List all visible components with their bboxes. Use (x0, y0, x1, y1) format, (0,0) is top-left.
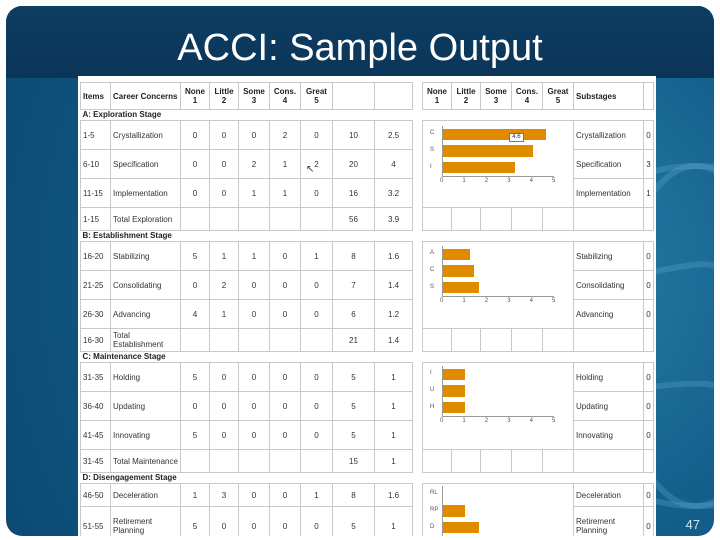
rating-cell: 0 (210, 179, 239, 208)
chart-x-axis (442, 296, 554, 297)
header-some: Some 3 (239, 83, 270, 110)
maintenance-bar-chart (430, 366, 558, 426)
table-row (81, 121, 413, 150)
concern-cell: Deceleration (111, 484, 181, 507)
rating-cell: 0 (301, 363, 333, 392)
rating-cell: 5 (181, 421, 210, 450)
rating-cell: 0 (239, 421, 270, 450)
total-cell: 16 (333, 179, 375, 208)
concern-cell: Updating (111, 392, 181, 421)
items-cell: 51-55 (81, 507, 111, 537)
header-little: Little 2 (452, 83, 481, 110)
rating-cell: 5 (181, 242, 210, 271)
rating-cell: 2 (301, 150, 333, 179)
total-cell: 21 (333, 329, 375, 352)
stage-label: C: Maintenance Stage (81, 352, 413, 363)
total-cell: 20 (333, 150, 375, 179)
total-cell: 15 (333, 450, 375, 473)
rating-cell: 0 (301, 271, 333, 300)
header-some: Some 3 (481, 83, 512, 110)
rating-cell: 0 (270, 242, 301, 271)
items-cell: 16-20 (81, 242, 111, 271)
substage-name: Deceleration (574, 484, 644, 507)
mean-cell: 1.2 (375, 300, 413, 329)
table-row (81, 392, 413, 421)
rating-cell: 0 (181, 271, 210, 300)
chart-bar (443, 505, 465, 517)
rating-cell: 0 (270, 484, 301, 507)
chart-tick-label: 3 (507, 178, 511, 184)
total-cell: 5 (333, 507, 375, 537)
disengagement-bar-chart (430, 486, 558, 536)
rating-cell: 1 (301, 242, 333, 271)
chart-tick-label: 4 (529, 298, 533, 304)
substage-value: 0 (644, 484, 654, 507)
substage-name: Holding (574, 363, 644, 392)
rating-cell: 0 (181, 392, 210, 421)
rating-cell: 3 (210, 484, 239, 507)
mean-cell: 3.9 (375, 208, 413, 231)
mean-cell: 2.5 (375, 121, 413, 150)
stage-label: B: Establishment Stage (81, 231, 413, 242)
rating-cell: 1 (270, 179, 301, 208)
rating-cell: 1 (210, 300, 239, 329)
rating-cell: 1 (181, 484, 210, 507)
rating-cell: 0 (210, 421, 239, 450)
chart-bar (443, 369, 465, 381)
mean-cell: 1.6 (375, 484, 413, 507)
rating-cell: 1 (210, 242, 239, 271)
items-cell: 1-15 (81, 208, 111, 231)
substage-name: Specification (574, 150, 644, 179)
concern-cell: Holding (111, 363, 181, 392)
chart-category-label: A (430, 250, 435, 257)
substage-name: Advancing (574, 300, 644, 329)
mean-cell: 1 (375, 421, 413, 450)
chart-bar (443, 249, 470, 261)
rating-cell: 0 (181, 121, 210, 150)
table-row (81, 271, 413, 300)
chart-tick-label: 1 (462, 418, 466, 424)
table-row (81, 179, 413, 208)
substage-value: 3 (644, 150, 654, 179)
stage-total-row (81, 329, 413, 352)
rating-cell: 2 (210, 271, 239, 300)
chart-x-axis (442, 416, 554, 417)
chart-bar (443, 282, 479, 294)
total-cell: 6 (333, 300, 375, 329)
concern-cell: Retirement Planning (111, 507, 181, 537)
chart-category-label: RL (430, 490, 438, 497)
items-cell: 11-15 (81, 179, 111, 208)
total-cell: 56 (333, 208, 375, 231)
mean-cell: 1 (375, 450, 413, 473)
chart-category-label: C (430, 130, 435, 137)
rating-cell: 0 (270, 271, 301, 300)
total-cell: 5 (333, 421, 375, 450)
substage-value: 0 (644, 392, 654, 421)
rating-cell: 5 (181, 363, 210, 392)
stage-label: D: Disengagement Stage (81, 473, 413, 484)
rating-cell: 0 (301, 121, 333, 150)
chart-tick-label: 0 (440, 418, 444, 424)
chart-tick-label: 4 (529, 418, 533, 424)
concern-cell: Advancing (111, 300, 181, 329)
chart-category-label: S (430, 283, 435, 290)
rating-cell: 0 (239, 392, 270, 421)
rating-cell: 0 (301, 300, 333, 329)
rating-cell: 0 (239, 363, 270, 392)
slide-title: ACCI: Sample Output (177, 27, 543, 69)
mean-cell: 1.4 (375, 329, 413, 352)
rating-cell: 0 (210, 150, 239, 179)
rating-cell: 1 (270, 150, 301, 179)
concern-cell: Consolidating (111, 271, 181, 300)
chart-category-label: I (430, 370, 432, 377)
chart-tick-label: 2 (484, 418, 489, 424)
concern-cell: Crystallization (111, 121, 181, 150)
items-cell: 6-10 (81, 150, 111, 179)
substage-value: 1 (644, 179, 654, 208)
header-blank (644, 83, 654, 110)
items-cell: 16-30 (81, 329, 111, 352)
chart-tick-label: 5 (552, 178, 556, 184)
establishment-bar-chart (430, 246, 558, 306)
substage-name: Innovating (574, 421, 644, 450)
table-row (81, 300, 413, 329)
rating-cell: 0 (239, 507, 270, 537)
chart-category-label: D (430, 523, 435, 530)
concern-cell: Innovating (111, 421, 181, 450)
rating-cell: 4 (181, 300, 210, 329)
concern-cell: Specification (111, 150, 181, 179)
chart-tick-label: 2 (484, 298, 489, 304)
header-great: Great 5 (543, 83, 574, 110)
header-substages: Substages (574, 83, 644, 110)
stage-total-row (81, 450, 413, 473)
items-cell: 31-45 (81, 450, 111, 473)
table-header-row (81, 83, 413, 110)
chart-tick-label: 3 (507, 418, 511, 424)
header-none: None 1 (181, 83, 210, 110)
substage-value: 0 (644, 300, 654, 329)
items-cell: 31-35 (81, 363, 111, 392)
chart-bar (443, 385, 465, 397)
mean-cell: 1.6 (375, 242, 413, 271)
chart-bar (443, 145, 533, 157)
acci-output-sheet (78, 76, 656, 536)
chart-tick-label: 0 (440, 178, 444, 184)
rating-cell: 0 (270, 507, 301, 537)
chart-bar (443, 402, 465, 414)
rating-cell: 0 (239, 121, 270, 150)
substage-value: 0 (644, 507, 654, 537)
chart-bar (443, 522, 479, 534)
mean-cell: 1 (375, 507, 413, 537)
rating-cell: 2 (239, 150, 270, 179)
concern-cell: Implementation (111, 179, 181, 208)
substage-name: Retirement Planning (574, 507, 644, 537)
rating-cell: 0 (301, 421, 333, 450)
table-row (81, 484, 413, 507)
items-cell: 36-40 (81, 392, 111, 421)
slide (6, 6, 714, 536)
substage-value: 0 (644, 121, 654, 150)
stage-total-row (81, 208, 413, 231)
chart-category-label: U (430, 387, 435, 393)
header-total (333, 83, 375, 110)
substage-name: Implementation (574, 179, 644, 208)
chart-tick-label: 0 (440, 298, 444, 304)
concern-cell: Total Establishment (111, 329, 181, 352)
chart-category-label: H (430, 403, 435, 410)
items-cell: 41-45 (81, 421, 111, 450)
rating-cell: 1 (239, 179, 270, 208)
rating-cell: 0 (239, 271, 270, 300)
chart-x-axis (442, 176, 554, 177)
concern-cell: Total Exploration (111, 208, 181, 231)
rating-cell: 0 (239, 484, 270, 507)
profile-header-row (423, 83, 654, 110)
header-cons: Cons. 4 (512, 83, 543, 110)
mean-cell: 1.4 (375, 271, 413, 300)
chart-bar (443, 265, 474, 277)
substage-value: 0 (644, 242, 654, 271)
substage-value: 0 (644, 363, 654, 392)
mouse-cursor-icon: ↖ (306, 164, 315, 175)
rating-cell: 2 (270, 121, 301, 150)
chart-category-label: C (430, 267, 435, 273)
rating-cell: 0 (270, 300, 301, 329)
rating-cell: 1 (301, 484, 333, 507)
rating-cell: 0 (270, 392, 301, 421)
table-row (81, 363, 413, 392)
stage-label: A: Exploration Stage (81, 110, 413, 121)
substage-name: Consolidating (574, 271, 644, 300)
rating-cell: 0 (270, 421, 301, 450)
chart-tick-label: 3 (507, 298, 511, 304)
rating-cell: 5 (181, 507, 210, 537)
mean-cell: 3.2 (375, 179, 413, 208)
chart-category-label: S (430, 147, 435, 153)
total-cell: 5 (333, 392, 375, 421)
chart-tick-label: 5 (552, 418, 556, 424)
chart-tick-label: 4 (529, 178, 533, 184)
substage-value: 0 (644, 421, 654, 450)
rating-cell: 0 (210, 392, 239, 421)
chart-annotation: 4.6 (509, 133, 523, 142)
header-great: Great 5 (301, 83, 333, 110)
header-little: Little 2 (210, 83, 239, 110)
header-none: None 1 (423, 83, 452, 110)
chart-tick-label: 2 (484, 178, 489, 184)
chart-category-label: I (430, 163, 432, 170)
rating-cell: 0 (181, 150, 210, 179)
header-items: Items (81, 83, 111, 110)
rating-cell: 0 (301, 507, 333, 537)
chart-bar (443, 162, 515, 174)
total-cell: 8 (333, 484, 375, 507)
table-row (81, 421, 413, 450)
header-mean (375, 83, 413, 110)
chart-tick-label: 1 (462, 298, 466, 304)
total-cell: 8 (333, 242, 375, 271)
rating-cell: 0 (210, 507, 239, 537)
concern-cell: Stabilizing (111, 242, 181, 271)
rating-cell: 0 (239, 300, 270, 329)
rating-cell: 0 (181, 179, 210, 208)
header-career-concerns: Career Concerns (111, 83, 181, 110)
exploration-bar-chart (430, 126, 558, 186)
items-cell: 21-25 (81, 271, 111, 300)
total-cell: 7 (333, 271, 375, 300)
concern-cell: Total Maintenance (111, 450, 181, 473)
rating-cell: 0 (210, 363, 239, 392)
mean-cell: 1 (375, 363, 413, 392)
chart-category-label: RP (430, 507, 439, 513)
substage-name: Stabilizing (574, 242, 644, 271)
substage-value: 0 (644, 271, 654, 300)
table-row (81, 507, 413, 537)
ratings-table (80, 82, 413, 536)
substage-name: Updating (574, 392, 644, 421)
mean-cell: 1 (375, 392, 413, 421)
table-row (81, 150, 413, 179)
total-cell: 10 (333, 121, 375, 150)
rating-cell: 1 (239, 242, 270, 271)
header-cons: Cons. 4 (270, 83, 301, 110)
substage-name: Crystallization (574, 121, 644, 150)
items-cell: 26-30 (81, 300, 111, 329)
chart-tick-label: 5 (552, 298, 556, 304)
chart-tick-label: 1 (462, 178, 466, 184)
rating-cell: 0 (301, 179, 333, 208)
page-number: 47 (685, 517, 700, 532)
rating-cell: 0 (210, 121, 239, 150)
rating-cell: 0 (270, 363, 301, 392)
items-cell: 1-5 (81, 121, 111, 150)
total-cell: 5 (333, 363, 375, 392)
chart-bar (443, 129, 546, 141)
table-row (81, 242, 413, 271)
mean-cell: 4 (375, 150, 413, 179)
items-cell: 46-50 (81, 484, 111, 507)
rating-cell: 0 (301, 392, 333, 421)
